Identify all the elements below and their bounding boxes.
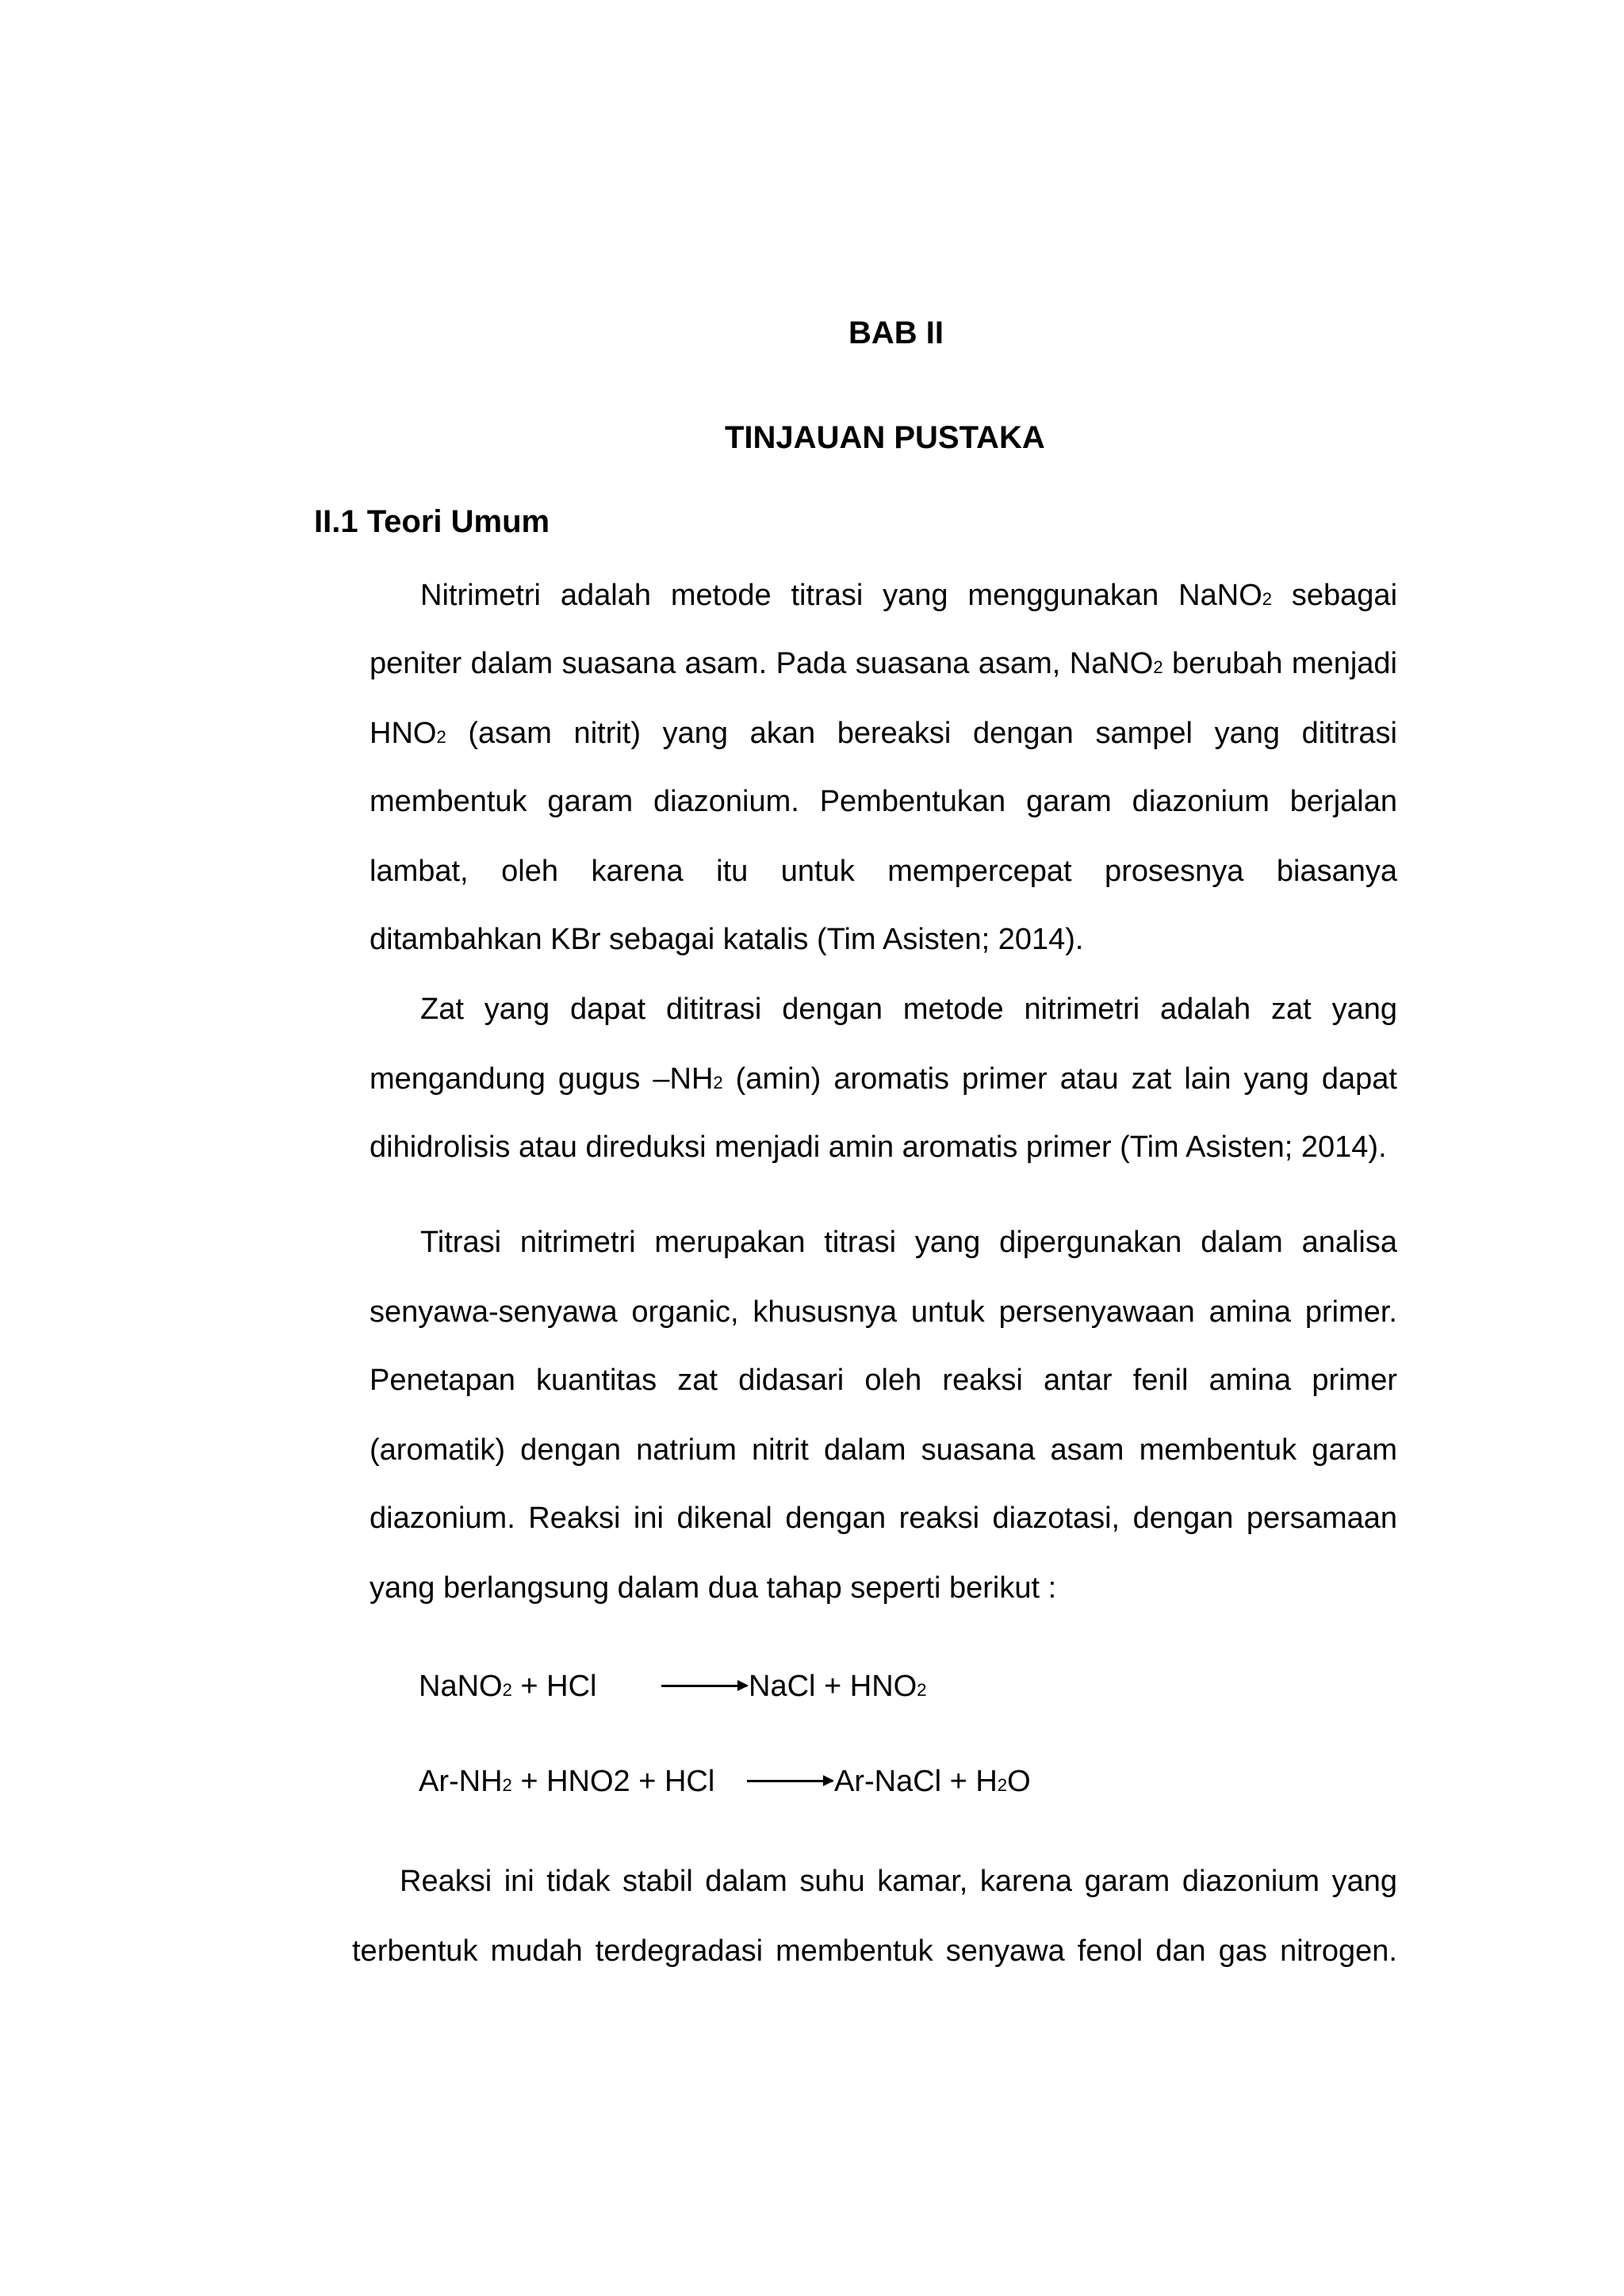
eq1-products: NaCl + HNO2 bbox=[749, 1670, 927, 1703]
para1-line-2: peniter dalam suasana asam. Pada suasana asam, NaNO2 berubah menjadi bbox=[370, 647, 1397, 680]
eq2-reactants: Ar-NH2 + HNO2 + HCl bbox=[419, 1765, 715, 1798]
chapter-heading: BAB II bbox=[848, 316, 944, 350]
para2-line-1: Zat yang dapat dititrasi dengan metode nitrimetri adalah zat yang bbox=[420, 993, 1397, 1026]
para2-line-3: dihidrolisis atau direduksi menjadi amin aromatis primer (Tim Asisten; 2014). bbox=[370, 1131, 1387, 1164]
para1-line-5: lambat, oleh karena itu untuk mempercepat prosesnya biasanya bbox=[370, 855, 1397, 888]
eq1-arrow-icon bbox=[661, 1685, 747, 1687]
eq2-arrow-icon bbox=[747, 1780, 833, 1782]
para1-line-4: membentuk garam diazonium. Pembentukan garam diazonium berjalan bbox=[370, 785, 1397, 818]
para3-line-2: senyawa-senyawa organic, khususnya untuk persenyawaan amina primer. bbox=[370, 1295, 1397, 1329]
para1-line-6: ditambahkan KBr sebagai katalis (Tim Asisten; 2014). bbox=[370, 923, 1084, 956]
para4-line-1: Reaksi ini tidak stabil dalam suhu kamar, karena garam diazonium yang bbox=[400, 1865, 1397, 1898]
section-heading: II.1 Teori Umum bbox=[314, 504, 550, 539]
chapter-title: TINJAUAN PUSTAKA bbox=[725, 420, 1045, 455]
para1-line-3: HNO2 (asam nitrit) yang akan bereaksi dengan sampel yang dititrasi bbox=[370, 717, 1397, 750]
para3-line-5: diazonium. Reaksi ini dikenal dengan reaksi diazotasi, dengan persamaan bbox=[370, 1502, 1397, 1535]
eq1-reactants: NaNO2 + HCl bbox=[419, 1670, 597, 1703]
para3-line-3: Penetapan kuantitas zat didasari oleh reaksi antar fenil amina primer bbox=[370, 1364, 1397, 1397]
para3-line-6: yang berlangsung dalam dua tahap seperti berikut : bbox=[370, 1571, 1057, 1605]
para4-line-2: terbentuk mudah terdegradasi membentuk senyawa fenol dan gas nitrogen. bbox=[352, 1934, 1397, 1968]
para3-line-1: Titrasi nitrimetri merupakan titrasi yang dipergunakan dalam analisa bbox=[420, 1226, 1397, 1259]
para2-line-2: mengandung gugus –NH2 (amin) aromatis primer atau zat lain yang dapat bbox=[370, 1062, 1397, 1096]
eq2-products: Ar-NaCl + H2O bbox=[834, 1765, 1031, 1798]
para3-line-4: (aromatik) dengan natrium nitrit dalam suasana asam membentuk garam bbox=[370, 1433, 1397, 1467]
para1-line-1: Nitrimetri adalah metode titrasi yang menggunakan NaNO2 sebagai bbox=[420, 579, 1398, 612]
